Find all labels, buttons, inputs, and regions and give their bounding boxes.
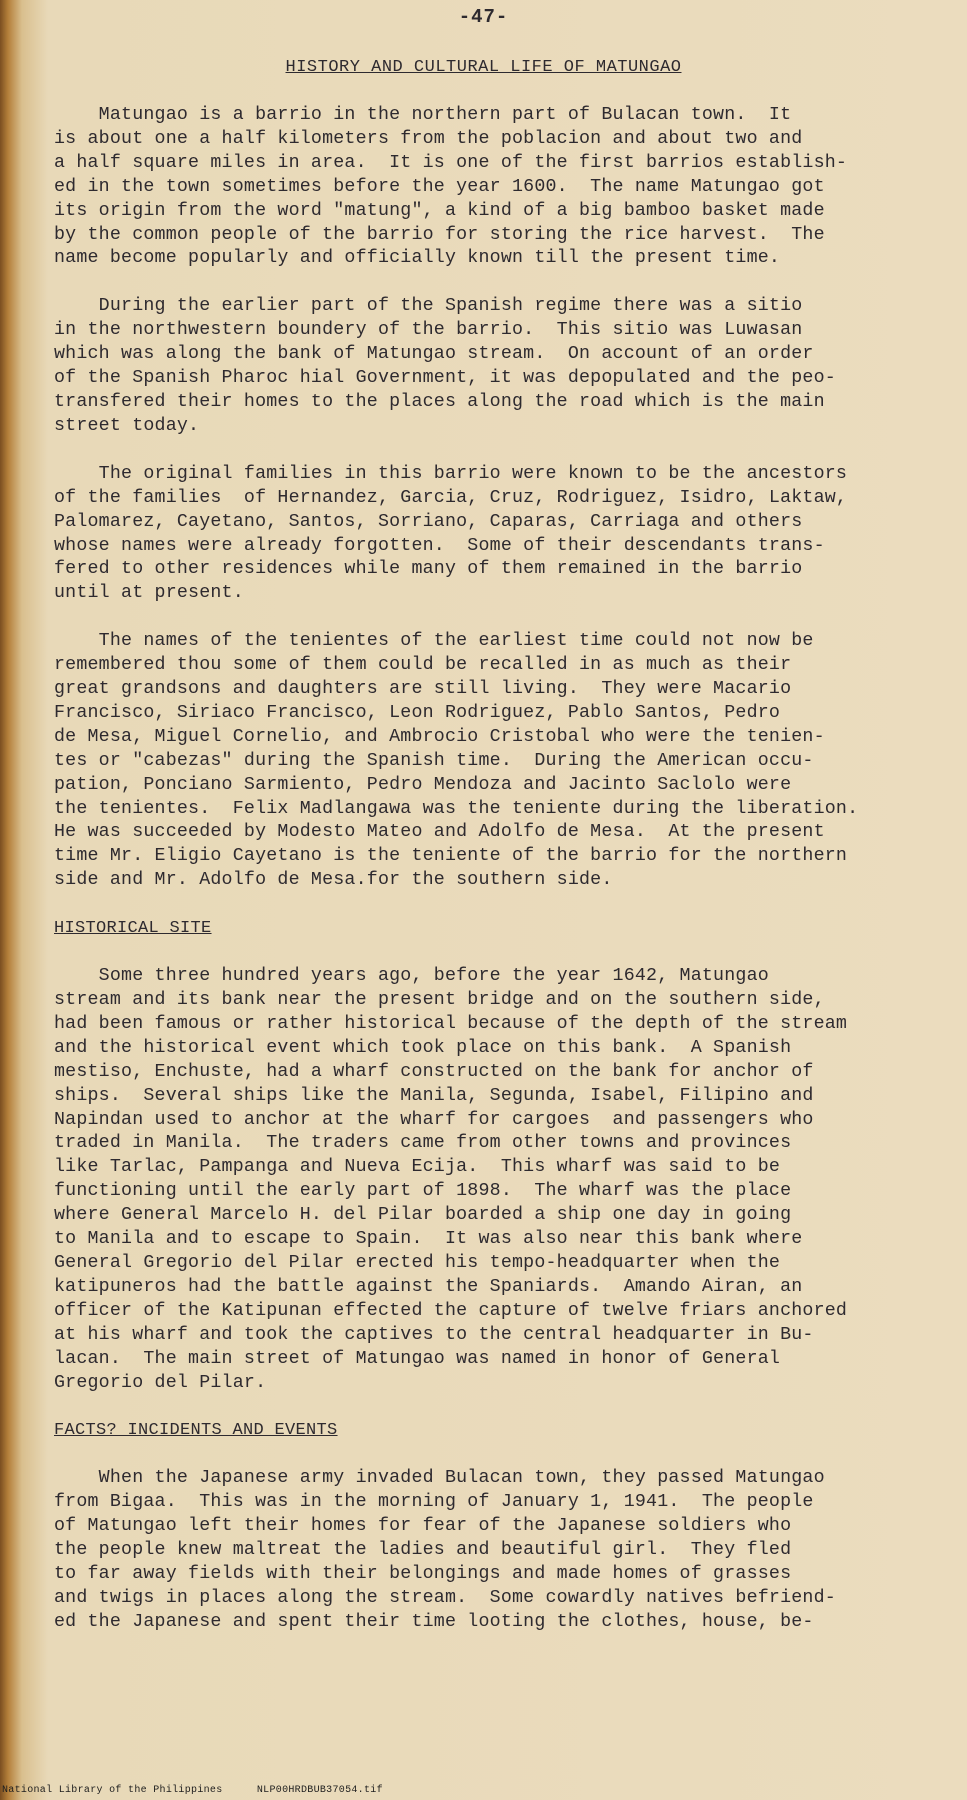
page-number: -47- (458, 6, 509, 28)
scan-footer (0, 1785, 967, 1796)
document-body (54, 104, 944, 1635)
paragraph-tenientes: The names of the tenientes of the earliest time could not now be remembered thou some of them could be recalled in as much as their great grandsons and daughters are still living. They were Macario Francisco, Siriaco Francisco, Leon Rodriguez, Pablo Santos, Pedro de Mesa, Miguel Cornelio, and Ambrocio Cristobal who were the tenien- tes or "cabezas" during the Spanish time. During the American occu- pation, Ponciano Sarmiento, Pedro Mendoza and Jacinto Saclolo were the tenientes. Felix Madlangawa was the teniente during the liberation. He was succeeded by Modesto Mateo and Adolfo de Mesa. At the present time Mr. Eligio Cayetano is the teniente of the barrio for the northern side and Mr. Adolfo de Mesa.for the southern side. (54, 631, 859, 891)
footer-file: NLP00HRDBUB37054.tif (256, 1785, 383, 1796)
paragraph-historical-site: Some three hundred years ago, before the year 1642, Matungao stream and its bank near the present bridge and on the southern side, had been famous or rather historical because of the depth of the stream and the historical event which took place on this bank. A Spanish mestiso, Enchuste, had a wharf constructed on the bank for anchor of ships. Several ships like the Manila, Segunda, Isabel, Filipino and Napindan used to anchor at the wharf for cargoes and passengers who traded in Manila. The traders came from other towns and provinces like Tarlac, Pampanga and Nueva Ecija. This wharf was said to be functioning until the early part of 1898. The wharf was the place where General Marcelo H. del Pilar boarded a ship one day in going to Manila and to escape to Spain. It was also near this bank where General Gregorio del Pilar erected his tempo-headquarter when the katipuneros had the battle against the Spaniards. Amando Airan, an officer of the Katipunan effected the capture of twelve friars anchored at his wharf and took the captives to the central headquarter in Bu- lacan. The main street of Matungao was named in honor of General Gregorio del Pilar. (54, 966, 848, 1393)
paragraph-origin: Matungao is a barrio in the northern part of Bulacan town. It is about one a half kilometers from the poblacion and about two and a half square miles in area. It is one of the first barrios establish- ed in the town sometimes before the year 1600. The name Matungao got its origin from the word "matung", a kind of a big bamboo basket made by the common people of the barrio for storing the rice harvest. The name become popularly and officially known till the present time. (54, 105, 848, 269)
section-heading-facts: FACTS? INCIDENTS AND EVENTS (54, 1421, 338, 1441)
paragraph-japanese-invasion: When the Japanese army invaded Bulacan town, they passed Matungao from Bigaa. This was in the morning of January 1, 1941. The people of Matungao left their homes for fear of the Japanese soldiers who the people knew maltreat the ladies and beautiful girl. They fled to far away fields with their belongings and made homes of grasses and twigs in places along the stream. Some cowardly natives befriend- ed the Japanese and spent their time looting the clothes, house, be- (54, 1468, 836, 1632)
page-title: HISTORY AND CULTURAL LIFE OF MATUNGAO (285, 58, 682, 77)
paragraph-families: The original families in this barrio were known to be the ancestors of the families of Hernandez, Garcia, Cruz, Rodriguez, Isidro, Laktaw, Palomarez, Cayetano, Santos, Sorriano, Caparas, Carriaga and others whose names were already forgotten. Some of their descendants trans- fered to other residences while many of them remained in the barrio until at present. (54, 463, 848, 604)
paragraph-sitio: During the earlier part of the Spanish regime there was a sitio in the northwestern boundery of the barrio. This sitio was Luwasan which was along the bank of Matungao stream. On account of an order of the Spanish Pharoc hial Government, it was depopulated and the peo- transfered their homes to the places along the road which is the main street today. (54, 296, 836, 436)
section-heading-historical-site: HISTORICAL SITE (54, 919, 212, 939)
footer-library: National Library of the Philippines (2, 1785, 223, 1796)
